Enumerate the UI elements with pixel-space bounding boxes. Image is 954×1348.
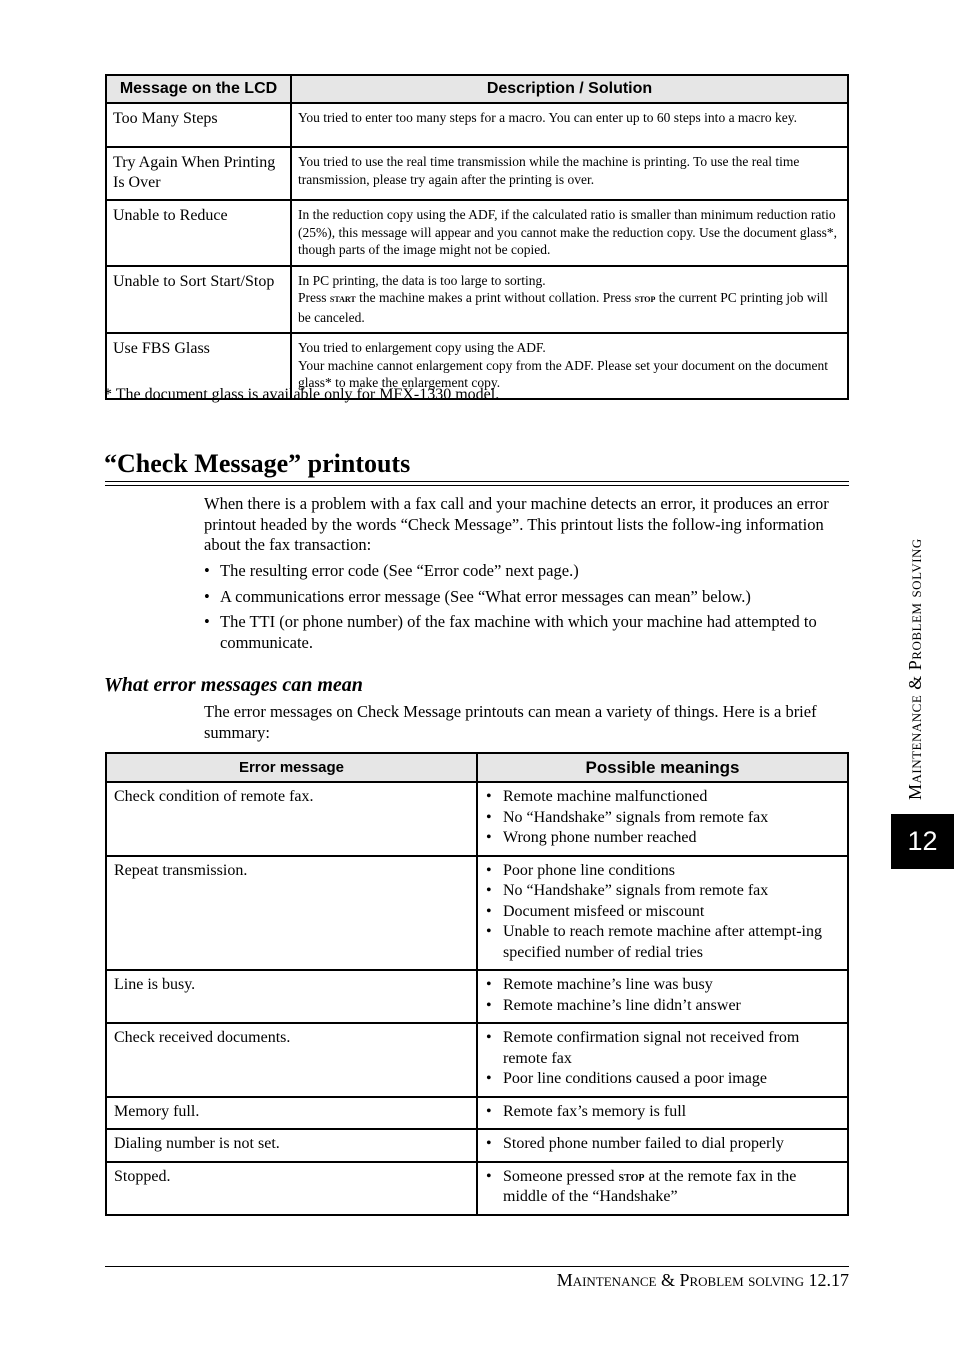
- list-item-text: The resulting error code (See “Error code” next page.): [220, 561, 579, 580]
- bullet-icon: •: [486, 1070, 492, 1087]
- bullet-icon: •: [486, 1167, 492, 1185]
- list-item: [485, 1069, 840, 1090]
- list-item: [485, 1167, 840, 1208]
- column-header: Possible meanings: [477, 753, 848, 782]
- error-message-cell: Stopped.: [106, 1162, 477, 1215]
- meaning-text: Document misfeed or miscount: [503, 902, 705, 920]
- list-item-text: A communications error message (See “What error messages can mean” below.): [220, 586, 751, 606]
- meaning-text: Remote machine’s line was busy: [503, 976, 713, 993]
- title-rule: [105, 481, 849, 482]
- table-row: [106, 1129, 848, 1162]
- meanings-cell: [477, 1162, 848, 1215]
- error-message-cell: Line is busy.: [106, 970, 477, 1023]
- description-text: the machine makes a print without collation. Press: [359, 290, 632, 305]
- error-message-cell: Dialing number is not set.: [106, 1129, 477, 1162]
- meaning-text: Wrong phone number reached: [503, 829, 697, 846]
- list-item: [204, 587, 844, 608]
- list-item: [485, 996, 840, 1017]
- footer-rule: [105, 1266, 849, 1267]
- subsection-title: What error messages can mean: [104, 674, 363, 696]
- stop-key-label: stop: [634, 293, 656, 305]
- list-item: [485, 922, 840, 963]
- lcd-message-cell: Too Many Steps: [106, 103, 291, 147]
- list-item: [485, 828, 840, 849]
- meaning-text: at the remote fax in the middle of the “Handshake”: [503, 1167, 797, 1205]
- table-row: [106, 1162, 848, 1215]
- column-header: Error message: [106, 753, 477, 782]
- bullet-icon: •: [486, 996, 492, 1014]
- table-row: [106, 1097, 848, 1130]
- table-row: [106, 970, 848, 1023]
- list-item: [204, 612, 844, 653]
- meaning-text: Stored phone number failed to dial properly: [503, 1135, 784, 1152]
- error-message-cell: Check received documents.: [106, 1023, 477, 1097]
- bullet-icon: •: [486, 902, 492, 920]
- description-text: the current PC printing job will be canceled.: [298, 290, 828, 325]
- bullet-icon: •: [486, 1102, 492, 1120]
- meaning-text: Unable to reach remote machine after attempt-ing specified number of redial tries: [503, 923, 822, 961]
- column-header: Message on the LCD: [106, 75, 291, 103]
- bullet-icon: •: [486, 1135, 492, 1152]
- list-item-text: The TTI (or phone number) of the fax machine with which your machine had attempted to communicate.: [220, 612, 817, 652]
- table-row: [106, 266, 848, 334]
- meaning-text: No “Handshake” signals from remote fax: [503, 882, 769, 899]
- meaning-text: Remote machine malfunctioned: [503, 788, 708, 805]
- title-rule: [105, 485, 849, 486]
- list-item: [485, 975, 840, 996]
- bullet-icon: •: [486, 1029, 492, 1046]
- error-message-cell: Memory full.: [106, 1097, 477, 1130]
- bullet-icon: •: [486, 808, 492, 826]
- summary-paragraph: The error messages on Check Message printouts can mean a variety of things. Here is a brief summary:: [204, 702, 817, 742]
- bullet-icon: •: [486, 829, 492, 846]
- description-cell: [291, 266, 848, 334]
- bullet-list: [204, 561, 844, 658]
- side-chapter-label: Maintenance & Problem solving: [905, 538, 925, 800]
- lcd-message-table: [105, 74, 849, 400]
- description-cell: You tried to enter too many steps for a macro. You can enter up to 60 steps into a macro key.: [291, 103, 848, 147]
- error-message-cell: Repeat transmission.: [106, 856, 477, 971]
- meanings-cell: [477, 1129, 848, 1162]
- meaning-text: Remote confirmation signal not received from remote fax: [503, 1029, 800, 1067]
- meaning-text: Remote fax’s memory is full: [503, 1102, 687, 1120]
- bullet-icon: •: [204, 586, 210, 606]
- list-item: [485, 861, 840, 882]
- table-row: [106, 782, 848, 856]
- list-item: [485, 902, 840, 923]
- description-text: Press: [298, 290, 327, 305]
- meaning-text: No “Handshake” signals from remote fax: [503, 808, 769, 826]
- meanings-cell: [477, 1023, 848, 1097]
- description-cell: In the reduction copy using the ADF, if the calculated ratio is smaller than minimum reduction ratio (25%), this message will appear and you cannot make the reduction copy. Use the document glass*, though parts of the image might not be copied.: [291, 200, 848, 266]
- stop-key-label: stop: [618, 1168, 645, 1184]
- list-item: [485, 787, 840, 808]
- list-item: [485, 881, 840, 902]
- bullet-icon: •: [486, 923, 492, 940]
- table-row: [106, 200, 848, 266]
- bullet-icon: •: [486, 788, 492, 805]
- bullet-icon: •: [204, 561, 210, 580]
- column-header: Description / Solution: [291, 75, 848, 103]
- meaning-text: Poor line conditions caused a poor image: [503, 1070, 767, 1087]
- lcd-message-cell: Use FBS Glass: [106, 333, 291, 399]
- list-item: [485, 1102, 840, 1123]
- list-item: [485, 1134, 840, 1155]
- start-key-label: start: [329, 293, 356, 305]
- lcd-message-cell: Try Again When Printing Is Over: [106, 147, 291, 200]
- meanings-cell: [477, 1097, 848, 1130]
- bullet-icon: •: [486, 882, 492, 899]
- meaning-text: Remote machine’s line didn’t answer: [503, 996, 741, 1014]
- list-item: [485, 808, 840, 829]
- intro-paragraph: When there is a problem with a fax call and your machine detects an error, it produces an error printout headed by the words “Check Message”. This printout lists the follow-ing information about the fax transaction:: [204, 494, 829, 554]
- meanings-cell: [477, 970, 848, 1023]
- page-footer: [557, 1270, 849, 1291]
- bullet-icon: •: [204, 612, 210, 631]
- bullet-icon: •: [486, 976, 492, 993]
- table-row: [106, 1023, 848, 1097]
- bullet-icon: •: [486, 861, 492, 879]
- table-row: [106, 103, 848, 147]
- footer-section: Maintenance & Problem solving: [556, 1270, 804, 1290]
- lcd-message-cell: Unable to Sort Start/Stop: [106, 266, 291, 334]
- footnote: * The document glass is available only for MFX-1330 model.: [104, 386, 500, 403]
- meanings-cell: [477, 782, 848, 856]
- meaning-text: Someone pressed: [503, 1167, 615, 1185]
- meanings-cell: [477, 856, 848, 971]
- section-title: “Check Message” printouts: [104, 449, 411, 478]
- table-row: [106, 147, 848, 200]
- chapter-tab: 12: [891, 814, 954, 869]
- list-item: [204, 561, 844, 582]
- table-header-row: [106, 75, 848, 103]
- description-line: Your machine cannot enlargement copy from the ADF. Please set your document on the document glass* to make the enlargement copy.: [298, 357, 829, 390]
- description-line: In PC printing, the data is too large to sorting.: [298, 272, 546, 288]
- table-row: [106, 856, 848, 971]
- error-message-table: [105, 752, 849, 1216]
- lcd-message-cell: Unable to Reduce: [106, 200, 291, 266]
- meaning-text: Poor phone line conditions: [503, 861, 675, 879]
- table-header-row: [106, 753, 848, 782]
- list-item: [485, 1028, 840, 1069]
- description-cell: You tried to use the real time transmission while the machine is printing. To use the real time transmission, please try again after the printing is over.: [291, 147, 848, 200]
- description-line: You tried to enlargement copy using the ADF.: [298, 340, 546, 355]
- error-message-cell: Check condition of remote fax.: [106, 782, 477, 856]
- page-number: 12.17: [808, 1270, 849, 1290]
